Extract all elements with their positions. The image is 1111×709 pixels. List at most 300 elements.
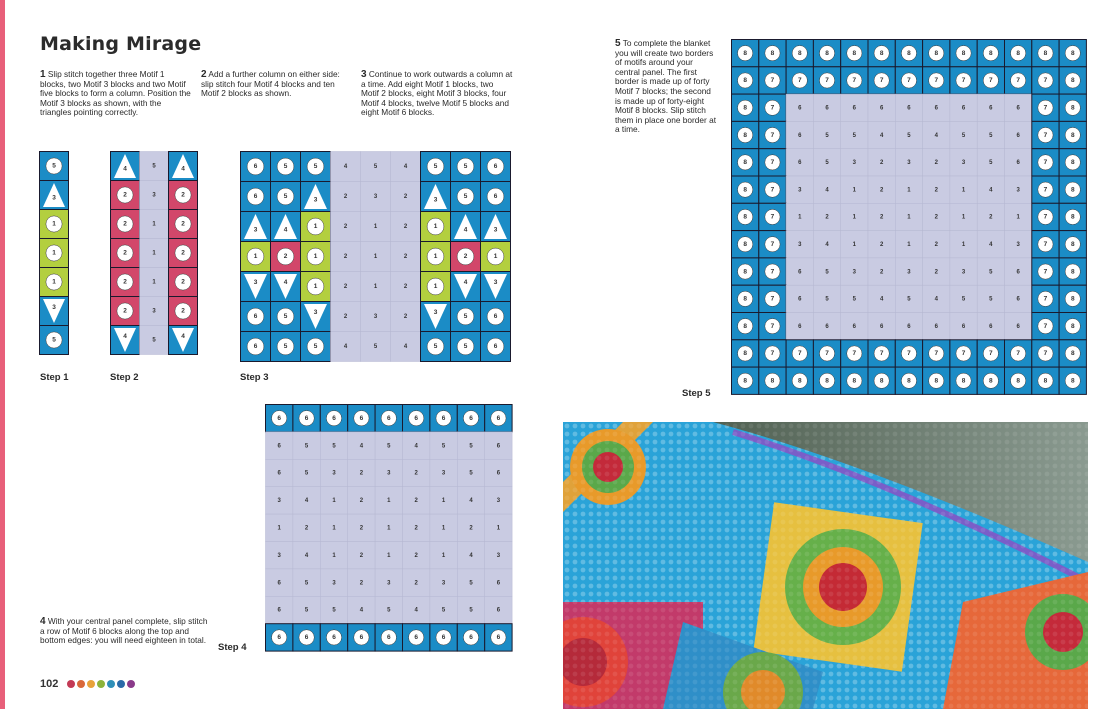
motif-block — [1059, 367, 1086, 394]
motif-block — [732, 340, 759, 367]
motif-block — [140, 210, 169, 239]
motif-block — [375, 432, 402, 459]
motif-number: 8 — [989, 49, 993, 57]
motif-number: 8 — [934, 377, 939, 385]
motif-number: 7 — [1043, 131, 1048, 139]
motif-number: 5 — [152, 337, 156, 344]
motif-block — [301, 182, 331, 212]
motif-block — [361, 212, 391, 242]
motif-block — [421, 242, 451, 272]
motif-block — [430, 514, 457, 541]
motif-block — [169, 326, 198, 355]
motif-number: 1 — [907, 187, 911, 194]
motif-block — [320, 405, 347, 432]
motif-block — [361, 242, 391, 272]
motif-block — [301, 242, 331, 272]
motif-number: 5 — [441, 443, 446, 450]
motif-number: 5 — [989, 269, 993, 276]
motif-block — [895, 285, 922, 312]
crochet-blanket-photo — [563, 422, 1088, 709]
motif-block — [786, 313, 813, 340]
motif-number: 5 — [961, 132, 966, 139]
motif-block — [169, 210, 198, 239]
motif-number: 3 — [332, 580, 336, 587]
motif-block — [271, 242, 301, 272]
motif-number: 6 — [907, 105, 911, 112]
motif-number: 7 — [1043, 268, 1048, 276]
motif-block — [361, 152, 391, 182]
motif-number: 3 — [52, 194, 56, 202]
motif-number: 6 — [825, 323, 829, 330]
motif-block — [348, 569, 375, 596]
motif-number: 6 — [1016, 105, 1020, 112]
motif-block — [111, 297, 140, 326]
motif-number: 7 — [770, 322, 775, 330]
motif-block — [977, 285, 1004, 312]
motif-block — [430, 405, 457, 432]
motif-block — [266, 459, 293, 486]
motif-block — [1005, 313, 1032, 340]
motif-number: 2 — [123, 278, 127, 286]
motif-block — [1059, 285, 1086, 312]
motif-block — [977, 176, 1004, 203]
motif-block — [485, 569, 512, 596]
motif-number: 1 — [373, 254, 378, 261]
motif-block — [868, 231, 895, 258]
motif-number: 7 — [770, 350, 775, 358]
motif-number: 1 — [152, 279, 156, 286]
motif-number: 3 — [253, 226, 258, 234]
motif-number: 6 — [277, 443, 281, 450]
step5-text — [615, 39, 719, 135]
motif-block — [348, 596, 375, 623]
motif-number: 8 — [743, 295, 747, 303]
motif-number: 2 — [123, 249, 127, 257]
motif-block — [786, 203, 813, 230]
motif-block — [241, 272, 271, 302]
motif-block — [1005, 231, 1032, 258]
motif-number: 5 — [469, 580, 473, 587]
motif-number: 2 — [181, 220, 185, 228]
motif-number: 5 — [283, 163, 288, 171]
motif-number: 4 — [989, 241, 993, 248]
motif-block — [868, 367, 895, 394]
motif-block — [485, 459, 512, 486]
motif-block — [1059, 258, 1086, 285]
motif-number: 1 — [433, 253, 438, 261]
motif-number: 7 — [879, 77, 884, 85]
motif-block — [841, 285, 868, 312]
motif-number: 2 — [359, 580, 364, 587]
motif-block — [786, 258, 813, 285]
step1-body: Slip stitch together three Motif 1 blocks, two Motif 3 blocks and two Motif five blocks to form a column. Position the Motif 3 blocks as shown, with the triangles pointing correctly. — [40, 69, 191, 118]
motif-number: 4 — [469, 498, 473, 505]
motif-number: 1 — [373, 284, 378, 291]
motif-number: 7 — [1043, 77, 1048, 85]
motif-block — [169, 268, 198, 297]
step3-diagram — [240, 151, 511, 362]
motif-number: 1 — [852, 187, 857, 194]
motif-number: 3 — [496, 498, 501, 505]
motif-block — [293, 432, 320, 459]
motif-block — [1059, 203, 1086, 230]
motif-number: 4 — [414, 443, 418, 450]
motif-number: 4 — [403, 164, 408, 171]
motif-block — [868, 285, 895, 312]
motif-number: 1 — [387, 552, 391, 559]
motif-number: 4 — [414, 607, 418, 614]
motif-number: 2 — [181, 191, 185, 199]
motif-block — [1005, 121, 1032, 148]
motif-block — [140, 268, 169, 297]
motif-number: 6 — [414, 634, 419, 642]
motif-number: 4 — [825, 241, 829, 248]
motif-block — [732, 231, 759, 258]
motif-block — [895, 203, 922, 230]
motif-block — [759, 203, 786, 230]
motif-block — [271, 302, 301, 332]
motif-block — [331, 332, 361, 362]
motif-block — [813, 231, 840, 258]
motif-number: 8 — [743, 104, 747, 112]
motif-block — [451, 152, 481, 182]
motif-block — [813, 121, 840, 148]
motif-number: 1 — [433, 283, 438, 291]
motif-number: 2 — [123, 191, 127, 199]
motif-block — [1032, 313, 1059, 340]
motif-number: 1 — [387, 525, 391, 532]
motif-number: 3 — [852, 269, 857, 276]
motif-number: 5 — [961, 296, 966, 303]
motif-number: 6 — [1016, 160, 1020, 167]
motif-number: 2 — [414, 552, 418, 559]
motif-block — [241, 212, 271, 242]
motif-block — [813, 203, 840, 230]
motif-block — [320, 569, 347, 596]
motif-block — [977, 258, 1004, 285]
motif-number: 2 — [414, 525, 418, 532]
motif-block — [977, 67, 1004, 94]
motif-block — [1059, 176, 1086, 203]
motif-block — [868, 313, 895, 340]
motif-block — [1032, 40, 1059, 67]
motif-block — [813, 40, 840, 67]
motif-number: 5 — [387, 607, 391, 614]
motif-block — [361, 332, 391, 362]
motif-block — [895, 176, 922, 203]
motif-number: 4 — [304, 498, 309, 505]
motif-number: 6 — [496, 607, 501, 614]
motif-block — [1032, 231, 1059, 258]
motif-block — [241, 152, 271, 182]
motif-block — [485, 487, 512, 514]
motif-block — [786, 285, 813, 312]
motif-block — [140, 297, 169, 326]
motif-block — [759, 67, 786, 94]
motif-block — [950, 94, 977, 121]
motif-number: 8 — [934, 49, 939, 57]
page-edge-stripe — [0, 0, 5, 709]
motif-block — [169, 181, 198, 210]
motif-block — [1005, 258, 1032, 285]
motif-block — [895, 121, 922, 148]
motif-block — [391, 272, 421, 302]
motif-block — [1005, 285, 1032, 312]
motif-number: 8 — [743, 350, 747, 358]
motif-block — [481, 332, 511, 362]
motif-number: 2 — [181, 249, 185, 257]
motif-number: 1 — [961, 241, 966, 248]
motif-number: 4 — [181, 165, 185, 173]
motif-number: 7 — [770, 213, 775, 221]
motif-block — [375, 596, 402, 623]
motif-block — [1005, 149, 1032, 176]
motif-number: 8 — [907, 49, 911, 57]
motif-number: 6 — [934, 323, 938, 330]
motif-block — [732, 313, 759, 340]
motif-block — [241, 332, 271, 362]
motif-block — [950, 285, 977, 312]
motif-number: 5 — [52, 336, 56, 344]
motif-number: 3 — [277, 552, 281, 559]
motif-block — [950, 67, 977, 94]
motif-number: 1 — [907, 241, 911, 248]
motif-block — [403, 569, 430, 596]
motif-number: 2 — [359, 470, 364, 477]
motif-number: 4 — [343, 344, 348, 351]
motif-number: 7 — [770, 159, 775, 167]
motif-block — [950, 149, 977, 176]
motif-number: 5 — [304, 580, 309, 587]
motif-number: 2 — [304, 525, 309, 532]
motif-number: 1 — [441, 525, 446, 532]
motif-number: 2 — [934, 269, 938, 276]
motif-number: 7 — [770, 186, 775, 194]
motif-block — [868, 67, 895, 94]
motif-block — [40, 152, 69, 181]
motif-number: 2 — [123, 307, 127, 315]
motif-number: 2 — [934, 241, 938, 248]
motif-block — [375, 487, 402, 514]
motif-block — [403, 487, 430, 514]
motif-block — [348, 405, 375, 432]
motif-block — [403, 432, 430, 459]
motif-number: 4 — [343, 164, 348, 171]
motif-number: 2 — [934, 187, 938, 194]
motif-block — [786, 367, 813, 394]
motif-number: 7 — [1043, 104, 1048, 112]
motif-number: 3 — [496, 552, 501, 559]
motif-number: 6 — [852, 323, 857, 330]
motif-number: 7 — [770, 104, 775, 112]
motif-number: 5 — [441, 607, 446, 614]
motif-number: 8 — [743, 49, 747, 57]
motif-block — [331, 242, 361, 272]
motif-number: 1 — [253, 253, 258, 261]
motif-number: 1 — [961, 187, 966, 194]
motif-block — [331, 152, 361, 182]
motif-block — [111, 181, 140, 210]
motif-number: 6 — [825, 105, 829, 112]
motif-block — [732, 285, 759, 312]
motif-block — [241, 242, 271, 272]
motif-block — [241, 302, 271, 332]
motif-number: 7 — [1016, 350, 1020, 358]
motif-block — [977, 121, 1004, 148]
motif-block — [348, 459, 375, 486]
color-dot — [127, 680, 135, 688]
motif-number: 5 — [304, 443, 309, 450]
motif-block — [457, 514, 484, 541]
motif-block — [1005, 340, 1032, 367]
motif-number: 7 — [770, 268, 775, 276]
motif-block — [1032, 94, 1059, 121]
motif-number: 1 — [441, 498, 446, 505]
step4-diagram — [265, 404, 513, 652]
motif-block — [841, 367, 868, 394]
step5-body: To complete the blanket you will create two borders of motifs around your central panel. The first border is made up of forty Motif 7 blocks; the second is made up of forty-eight Motif 8 blocks. Slip stitch them in place one border at a time. — [615, 38, 717, 135]
motif-block — [140, 239, 169, 268]
motif-number: 7 — [825, 77, 829, 85]
motif-block — [266, 487, 293, 514]
motif-number: 8 — [1043, 377, 1048, 385]
motif-block — [786, 231, 813, 258]
motif-number: 6 — [277, 634, 282, 642]
motif-number: 5 — [373, 344, 378, 351]
motif-block — [451, 242, 481, 272]
motif-block — [391, 182, 421, 212]
motif-number: 8 — [1070, 350, 1075, 358]
motif-block — [759, 149, 786, 176]
motif-number: 5 — [283, 343, 288, 351]
motif-number: 3 — [493, 226, 498, 234]
motif-block — [1032, 121, 1059, 148]
motif-block — [1059, 313, 1086, 340]
motif-number: 6 — [277, 607, 281, 614]
motif-block — [169, 297, 198, 326]
motif-block — [923, 231, 950, 258]
motif-block — [375, 459, 402, 486]
step5-label: Step 5 — [682, 388, 711, 399]
motif-number: 1 — [496, 525, 501, 532]
motif-number: 6 — [934, 105, 938, 112]
motif-number: 2 — [934, 160, 938, 167]
motif-number: 6 — [277, 580, 281, 587]
motif-block — [841, 203, 868, 230]
motif-number: 5 — [469, 443, 473, 450]
motif-number: 7 — [852, 77, 857, 85]
motif-number: 6 — [879, 105, 884, 112]
motif-number: 8 — [797, 377, 802, 385]
motif-block — [457, 432, 484, 459]
motif-block — [923, 285, 950, 312]
motif-number: 1 — [1016, 214, 1020, 221]
motif-block — [1059, 231, 1086, 258]
motif-number: 8 — [743, 377, 747, 385]
motif-block — [923, 258, 950, 285]
motif-number: 6 — [798, 269, 802, 276]
motif-number: 6 — [798, 132, 802, 139]
motif-number: 5 — [463, 163, 468, 171]
motif-block — [950, 313, 977, 340]
motif-number: 6 — [253, 163, 258, 171]
motif-block — [375, 542, 402, 569]
motif-block — [485, 432, 512, 459]
motif-number: 8 — [743, 213, 747, 221]
motif-number: 8 — [1070, 77, 1075, 85]
motif-number: 6 — [277, 470, 281, 477]
motif-number: 6 — [469, 414, 473, 422]
motif-number: 7 — [961, 350, 966, 358]
motif-number: 5 — [463, 193, 468, 201]
motif-number: 8 — [1070, 295, 1075, 303]
motif-number: 1 — [313, 283, 318, 291]
motif-block — [759, 313, 786, 340]
motif-block — [241, 182, 271, 212]
motif-block — [375, 514, 402, 541]
motif-number: 7 — [1016, 77, 1020, 85]
motif-number: 2 — [414, 498, 418, 505]
color-dot — [107, 680, 115, 688]
motif-number: 1 — [152, 221, 156, 228]
step2-label: Step 2 — [110, 372, 139, 383]
motif-block — [759, 94, 786, 121]
motif-number: 8 — [770, 49, 775, 57]
motif-block — [348, 487, 375, 514]
motif-number: 1 — [332, 552, 336, 559]
motif-number: 7 — [879, 350, 884, 358]
motif-block — [813, 313, 840, 340]
motif-number: 6 — [852, 105, 857, 112]
motif-number: 4 — [934, 296, 938, 303]
motif-block — [421, 302, 451, 332]
motif-number: 3 — [1016, 187, 1020, 194]
motif-block — [813, 285, 840, 312]
page-color-dots — [67, 680, 135, 688]
motif-block — [403, 405, 430, 432]
step3-text — [361, 70, 513, 118]
motif-number: 5 — [463, 313, 468, 321]
motif-block — [977, 313, 1004, 340]
motif-block — [868, 340, 895, 367]
motif-block — [320, 514, 347, 541]
motif-block — [293, 405, 320, 432]
motif-number: 5 — [989, 132, 993, 139]
motif-block — [301, 212, 331, 242]
motif-block — [457, 624, 484, 651]
motif-number: 7 — [770, 240, 775, 248]
motif-number: 2 — [989, 214, 993, 221]
motif-number: 2 — [403, 314, 408, 321]
motif-block — [732, 203, 759, 230]
motif-block — [375, 624, 402, 651]
motif-block — [841, 40, 868, 67]
motif-number: 8 — [1070, 49, 1075, 57]
motif-block — [1059, 149, 1086, 176]
motif-number: 6 — [496, 414, 501, 422]
step5-number: 5 — [615, 38, 621, 49]
motif-number: 3 — [387, 580, 391, 587]
motif-block — [301, 152, 331, 182]
motif-number: 3 — [152, 192, 156, 199]
motif-block — [451, 272, 481, 302]
motif-number: 3 — [387, 470, 391, 477]
motif-number: 7 — [770, 295, 775, 303]
motif-block — [320, 596, 347, 623]
motif-block — [40, 268, 69, 297]
motif-number: 2 — [879, 160, 884, 167]
motif-number: 6 — [441, 414, 446, 422]
